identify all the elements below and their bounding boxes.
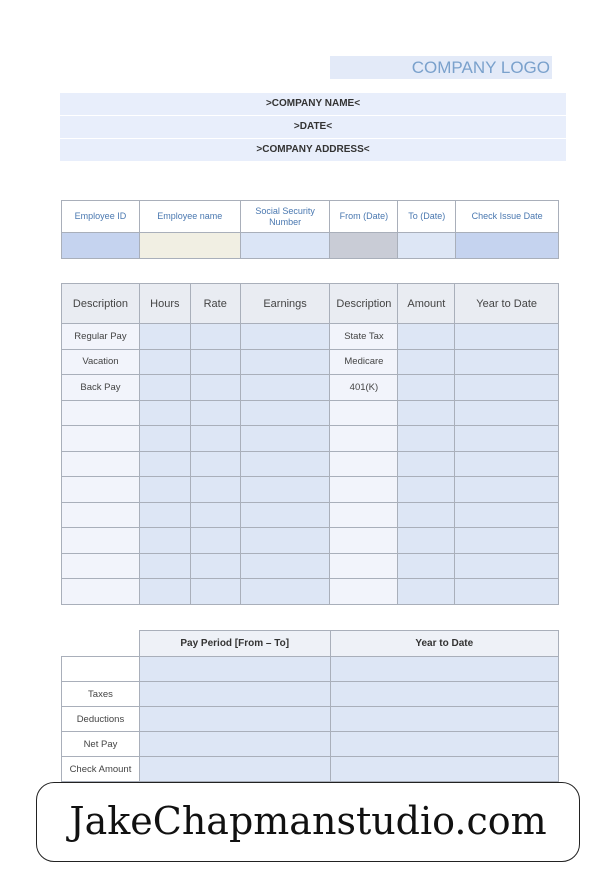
hours-cell[interactable] [139, 579, 190, 605]
pay-period-cell[interactable] [139, 757, 330, 782]
pay-period-cell[interactable] [139, 732, 330, 757]
year-to-date-cell[interactable] [455, 502, 559, 528]
deduction-description-cell[interactable] [330, 477, 398, 503]
earnings-cell[interactable] [240, 324, 330, 350]
hours-cell[interactable] [139, 451, 190, 477]
amount-cell[interactable] [398, 324, 455, 350]
hours-cell[interactable] [139, 400, 190, 426]
earnings-cell[interactable] [240, 400, 330, 426]
summary-ytd-cell[interactable] [330, 732, 558, 757]
year-to-date-cell[interactable] [455, 349, 559, 375]
earnings-description-cell[interactable] [62, 451, 140, 477]
amount-cell[interactable] [398, 426, 455, 452]
summary-ytd-cell[interactable] [330, 707, 558, 732]
earnings-cell[interactable] [240, 502, 330, 528]
table-row [62, 657, 559, 682]
header-employee-id: Employee ID [62, 201, 140, 233]
pay-period-cell[interactable] [139, 707, 330, 732]
table-row [62, 426, 559, 452]
company-address: >COMPANY ADDRESS< [60, 139, 566, 161]
hours-cell[interactable] [139, 553, 190, 579]
earnings-table [61, 283, 559, 605]
deduction-description-cell[interactable] [330, 400, 398, 426]
table-row [62, 477, 559, 503]
hours-cell[interactable] [139, 528, 190, 554]
year-to-date-cell[interactable] [455, 528, 559, 554]
hours-cell[interactable] [139, 349, 190, 375]
watermark: JakeChapmanstudio.com [36, 782, 580, 862]
deduction-description-cell[interactable] [330, 553, 398, 579]
hours-cell[interactable] [139, 502, 190, 528]
date-field: >DATE< [60, 116, 566, 138]
header-earnings: Earnings [240, 284, 330, 324]
pay-period-cell[interactable] [139, 657, 330, 682]
rate-cell[interactable] [190, 528, 240, 554]
earnings-description-cell[interactable]: Back Pay [62, 375, 140, 401]
deduction-description-cell[interactable] [330, 426, 398, 452]
deduction-description-cell[interactable] [330, 528, 398, 554]
earnings-cell[interactable] [240, 426, 330, 452]
summary-ytd-cell[interactable] [330, 657, 558, 682]
from-date-cell[interactable] [330, 233, 398, 259]
amount-cell[interactable] [398, 579, 455, 605]
header-to-date: To (Date) [398, 201, 456, 233]
earnings-cell[interactable] [240, 553, 330, 579]
hours-cell[interactable] [139, 477, 190, 503]
table-row [62, 324, 559, 350]
header-deduction-description: Description [330, 284, 398, 324]
earnings-cell[interactable] [240, 477, 330, 503]
table-row [62, 757, 559, 782]
year-to-date-cell[interactable] [455, 553, 559, 579]
amount-cell[interactable] [398, 528, 455, 554]
year-to-date-cell[interactable] [455, 375, 559, 401]
table-row [62, 528, 559, 554]
amount-cell[interactable] [398, 502, 455, 528]
amount-cell[interactable] [398, 477, 455, 503]
earnings-cell[interactable] [240, 451, 330, 477]
table-row [62, 682, 559, 707]
rate-cell[interactable] [190, 426, 240, 452]
employee-id-cell[interactable] [62, 233, 140, 259]
earnings-description-cell[interactable] [62, 502, 140, 528]
summary-row-label: Taxes [62, 682, 140, 707]
earnings-description-cell[interactable] [62, 400, 140, 426]
summary-row-label: Check Amount [62, 757, 140, 782]
year-to-date-cell[interactable] [455, 324, 559, 350]
table-row [62, 732, 559, 757]
earnings-cell[interactable] [240, 528, 330, 554]
hours-cell[interactable] [139, 375, 190, 401]
deduction-description-cell[interactable]: Medicare [330, 349, 398, 375]
table-row [62, 451, 559, 477]
table-row [62, 400, 559, 426]
earnings-description-cell[interactable] [62, 528, 140, 554]
deduction-description-cell[interactable] [330, 579, 398, 605]
header-amount: Amount [398, 284, 455, 324]
rate-cell[interactable] [190, 451, 240, 477]
earnings-description-cell[interactable] [62, 579, 140, 605]
hours-cell[interactable] [139, 324, 190, 350]
rate-cell[interactable] [190, 324, 240, 350]
earnings-description-cell[interactable] [62, 426, 140, 452]
check-issue-date-cell[interactable] [456, 233, 559, 259]
header-hours: Hours [139, 284, 190, 324]
rate-cell[interactable] [190, 349, 240, 375]
rate-cell[interactable] [190, 502, 240, 528]
year-to-date-cell[interactable] [455, 477, 559, 503]
table-row [62, 375, 559, 401]
summary-row-label: Deductions [62, 707, 140, 732]
amount-cell[interactable] [398, 553, 455, 579]
employee-name-cell[interactable] [139, 233, 240, 259]
earnings-description-cell[interactable]: Regular Pay [62, 324, 140, 350]
header-pay-period: Pay Period [From – To] [139, 631, 330, 657]
earnings-description-cell[interactable] [62, 553, 140, 579]
deduction-description-cell[interactable]: 401(K) [330, 375, 398, 401]
header-summary-ytd: Year to Date [330, 631, 558, 657]
amount-cell[interactable] [398, 349, 455, 375]
amount-cell[interactable] [398, 400, 455, 426]
earnings-cell[interactable] [240, 349, 330, 375]
table-row [62, 553, 559, 579]
deduction-description-cell[interactable] [330, 502, 398, 528]
header-from-date: From (Date) [330, 201, 398, 233]
rate-cell[interactable] [190, 553, 240, 579]
hours-cell[interactable] [139, 426, 190, 452]
rate-cell[interactable] [190, 579, 240, 605]
to-date-cell[interactable] [398, 233, 456, 259]
year-to-date-cell[interactable] [455, 400, 559, 426]
table-row [62, 579, 559, 605]
year-to-date-cell[interactable] [455, 426, 559, 452]
rate-cell[interactable] [190, 477, 240, 503]
header-ssn: Social Security Number [240, 201, 330, 233]
header-check-issue-date: Check Issue Date [456, 201, 559, 233]
summary-ytd-cell[interactable] [330, 757, 558, 782]
amount-cell[interactable] [398, 375, 455, 401]
earnings-description-cell[interactable]: Vacation [62, 349, 140, 375]
summary-table [61, 630, 559, 782]
table-row [62, 349, 559, 375]
ssn-cell[interactable] [240, 233, 330, 259]
earnings-description-cell[interactable] [62, 477, 140, 503]
summary-row-label [62, 657, 140, 682]
earnings-cell[interactable] [240, 579, 330, 605]
year-to-date-cell[interactable] [455, 579, 559, 605]
header-year-to-date: Year to Date [455, 284, 559, 324]
summary-corner [62, 631, 140, 657]
pay-period-cell[interactable] [139, 682, 330, 707]
summary-row-label: Net Pay [62, 732, 140, 757]
earnings-cell[interactable] [240, 375, 330, 401]
table-row [62, 707, 559, 732]
company-name: >COMPANY NAME< [60, 93, 566, 115]
amount-cell[interactable] [398, 451, 455, 477]
year-to-date-cell[interactable] [455, 451, 559, 477]
header-description: Description [62, 284, 140, 324]
company-logo: COMPANY LOGO [330, 56, 552, 79]
deduction-description-cell[interactable] [330, 451, 398, 477]
employee-info-table [61, 200, 559, 259]
rate-cell[interactable] [190, 400, 240, 426]
header-employee-name: Employee name [139, 201, 240, 233]
table-row [62, 502, 559, 528]
summary-ytd-cell[interactable] [330, 682, 558, 707]
deduction-description-cell[interactable]: State Tax [330, 324, 398, 350]
header-rate: Rate [190, 284, 240, 324]
rate-cell[interactable] [190, 375, 240, 401]
